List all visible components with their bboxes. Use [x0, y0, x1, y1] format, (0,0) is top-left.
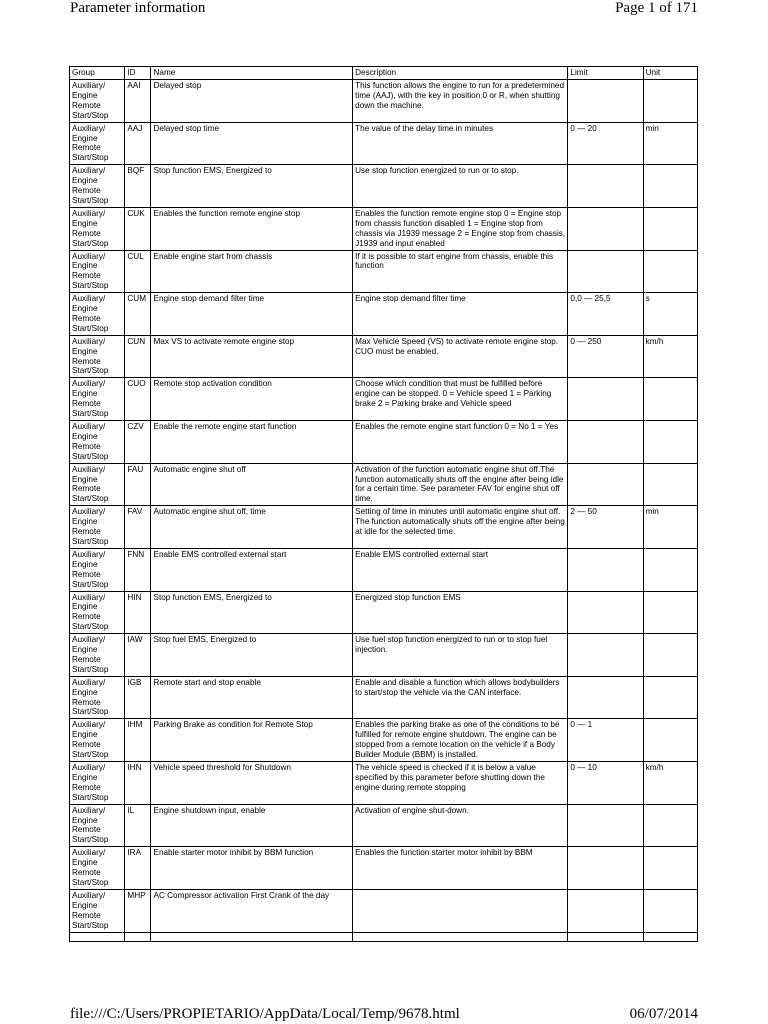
cell-unit: [643, 378, 697, 421]
cell-limit: [568, 847, 643, 890]
empty-cell: [151, 932, 353, 941]
cell-name: Automatic engine shut off, time: [151, 506, 353, 549]
cell-unit: [643, 591, 697, 634]
cell-group: Auxiliary/ Engine Remote Start/Stop: [70, 719, 125, 762]
table-body: [70, 80, 698, 942]
cell-limit: [568, 421, 643, 464]
cell-name: Enable the remote engine start function: [151, 421, 353, 464]
cell-group: Auxiliary/ Engine Remote Start/Stop: [70, 889, 125, 932]
cell-unit: min: [643, 122, 697, 165]
cell-unit: s: [643, 293, 697, 336]
cell-limit: [568, 676, 643, 719]
cell-limit: 2 — 50: [568, 506, 643, 549]
cell-description: The value of the delay time in minutes: [353, 122, 568, 165]
cell-limit: [568, 591, 643, 634]
empty-cell: [568, 932, 643, 941]
cell-group: Auxiliary/ Engine Remote Start/Stop: [70, 847, 125, 890]
cell-limit: [568, 378, 643, 421]
table-row: [70, 463, 698, 506]
cell-id: IAW: [125, 634, 151, 677]
cell-name: Stop fuel EMS, Energized to: [151, 634, 353, 677]
cell-name: Enable engine start from chassis: [151, 250, 353, 293]
cell-group: Auxiliary/ Engine Remote Start/Stop: [70, 634, 125, 677]
cell-id: FAU: [125, 463, 151, 506]
table-row: [70, 506, 698, 549]
cell-unit: [643, 889, 697, 932]
cell-unit: [643, 165, 697, 208]
cell-name: Remote start and stop enable: [151, 676, 353, 719]
cell-description: Activation of the function automatic engine shut off.The function automatically shuts off the engine after being idle for a certain time. See parameter FAV for engine shut off time.: [353, 463, 568, 506]
table-row: [70, 378, 698, 421]
cell-limit: 0 — 20: [568, 122, 643, 165]
cell-unit: [643, 719, 697, 762]
column-header-unit: Unit: [643, 67, 697, 80]
cell-description: Engine stop demand filter time: [353, 293, 568, 336]
cell-limit: [568, 250, 643, 293]
cell-id: FAV: [125, 506, 151, 549]
cell-limit: [568, 165, 643, 208]
table-row: [70, 719, 698, 762]
cell-id: AAI: [125, 80, 151, 123]
cell-name: Stop function EMS, Energized to: [151, 591, 353, 634]
table-header-row: [70, 67, 698, 80]
table-row-continued: [70, 932, 698, 941]
cell-name: Enables the function remote engine stop: [151, 207, 353, 250]
cell-name: Max VS to activate remote engine stop: [151, 335, 353, 378]
cell-id: IRA: [125, 847, 151, 890]
cell-group: Auxiliary/ Engine Remote Start/Stop: [70, 762, 125, 805]
table-row: [70, 847, 698, 890]
cell-description: If it is possible to start engine from chassis, enable this function: [353, 250, 568, 293]
cell-group: Auxiliary/ Engine Remote Start/Stop: [70, 421, 125, 464]
cell-unit: [643, 421, 697, 464]
cell-id: IHN: [125, 762, 151, 805]
cell-unit: [643, 463, 697, 506]
cell-description: Use fuel stop function energized to run or to stop fuel injection.: [353, 634, 568, 677]
column-header-description: Description: [353, 67, 568, 80]
cell-description: Choose which condition that must be fulfilled before engine can be stopped. 0 = Vehicle speed 1 = Parking brake 2 = Parking brake and Vehicle speed: [353, 378, 568, 421]
cell-name: Engine shutdown input, enable: [151, 804, 353, 847]
cell-description: Enables the function remote engine stop 0 = Engine stop from chassis function disabled 1 = Engine stop from chassis via J1939 message 2 = Engine stop from chassis, J1939 and input enabled: [353, 207, 568, 250]
cell-name: Automatic engine shut off: [151, 463, 353, 506]
table-row: [70, 591, 698, 634]
cell-unit: [643, 80, 697, 123]
cell-id: IGB: [125, 676, 151, 719]
cell-unit: [643, 676, 697, 719]
cell-unit: km/h: [643, 762, 697, 805]
cell-name: Delayed stop: [151, 80, 353, 123]
column-header-id: ID: [125, 67, 151, 80]
table-row: [70, 250, 698, 293]
cell-limit: 0,0 — 25,5: [568, 293, 643, 336]
cell-limit: [568, 463, 643, 506]
column-header-limit: Limit: [568, 67, 643, 80]
cell-group: Auxiliary/ Engine Remote Start/Stop: [70, 335, 125, 378]
cell-description: Enables the remote engine start function 0 = No 1 = Yes: [353, 421, 568, 464]
cell-name: Delayed stop time: [151, 122, 353, 165]
cell-unit: [643, 634, 697, 677]
cell-id: AAJ: [125, 122, 151, 165]
cell-name: Remote stop activation condition: [151, 378, 353, 421]
table-row: [70, 676, 698, 719]
cell-group: Auxiliary/ Engine Remote Start/Stop: [70, 591, 125, 634]
cell-description: Activation of engine shut-down.: [353, 804, 568, 847]
cell-description: Energized stop function EMS: [353, 591, 568, 634]
cell-group: Auxiliary/ Engine Remote Start/Stop: [70, 250, 125, 293]
cell-description: Max Vehicle Speed (VS) to activate remote engine stop. CUO must be enabled.: [353, 335, 568, 378]
parameter-table: [69, 66, 698, 942]
column-header-group: Group: [70, 67, 125, 80]
table-row: [70, 207, 698, 250]
table-row: [70, 804, 698, 847]
cell-description: Setting of time in minutes until automatic engine shut off. The function automatically shuts off the engine after being at idle for the selected time.: [353, 506, 568, 549]
empty-cell: [70, 932, 125, 941]
cell-id: IL: [125, 804, 151, 847]
cell-group: Auxiliary/ Engine Remote Start/Stop: [70, 804, 125, 847]
page-number: Page 1 of 171: [615, 0, 698, 16]
cell-unit: [643, 548, 697, 591]
cell-description: This function allows the engine to run for a predetermined time (AAJ), with the key in position 0 or R, when shutting down the machine.: [353, 80, 568, 123]
cell-limit: 0 — 10: [568, 762, 643, 805]
cell-description: The vehicle speed is checked if it is below a value specified by this parameter before shutting down the engine during remote stopping: [353, 762, 568, 805]
cell-unit: [643, 804, 697, 847]
cell-group: Auxiliary/ Engine Remote Start/Stop: [70, 548, 125, 591]
cell-name: Engine stop demand filter time: [151, 293, 353, 336]
cell-group: Auxiliary/ Engine Remote Start/Stop: [70, 165, 125, 208]
page-header-title: Parameter information: [70, 0, 206, 16]
cell-description: Enable EMS controlled external start: [353, 548, 568, 591]
cell-limit: [568, 804, 643, 847]
cell-group: Auxiliary/ Engine Remote Start/Stop: [70, 378, 125, 421]
cell-id: IHM: [125, 719, 151, 762]
cell-unit: [643, 847, 697, 890]
cell-group: Auxiliary/ Engine Remote Start/Stop: [70, 80, 125, 123]
table-row: [70, 122, 698, 165]
cell-name: Vehicle speed threshold for Shutdown: [151, 762, 353, 805]
cell-name: Enable EMS controlled external start: [151, 548, 353, 591]
cell-description: Enables the parking brake as one of the conditions to be fulfilled for remote engine shutdown. The engine can be stopped from a remote location on the vehicle if a Body Builder Module (BBM) is installed.: [353, 719, 568, 762]
empty-cell: [643, 932, 697, 941]
cell-unit: [643, 250, 697, 293]
cell-limit: [568, 889, 643, 932]
cell-unit: [643, 207, 697, 250]
cell-group: Auxiliary/ Engine Remote Start/Stop: [70, 506, 125, 549]
cell-id: FNN: [125, 548, 151, 591]
cell-id: HIN: [125, 591, 151, 634]
cell-description: Use stop function energized to run or to stop.: [353, 165, 568, 208]
cell-name: Enable starter motor inhibit by BBM function: [151, 847, 353, 890]
cell-id: CUM: [125, 293, 151, 336]
cell-description: [353, 889, 568, 932]
cell-name: Parking Brake as condition for Remote Stop: [151, 719, 353, 762]
table-row: [70, 762, 698, 805]
table-row: [70, 889, 698, 932]
cell-id: CUO: [125, 378, 151, 421]
cell-id: BQF: [125, 165, 151, 208]
cell-description: Enables the function starter motor inhibit by BBM: [353, 847, 568, 890]
table-row: [70, 165, 698, 208]
cell-id: CZV: [125, 421, 151, 464]
print-date: 06/07/2014: [629, 1006, 698, 1022]
table-row: [70, 293, 698, 336]
file-path: file:///C:/Users/PROPIETARIO/AppData/Local/Temp/9678.html: [70, 1006, 460, 1022]
empty-cell: [353, 932, 568, 941]
cell-unit: km/h: [643, 335, 697, 378]
table-row: [70, 421, 698, 464]
cell-group: Auxiliary/ Engine Remote Start/Stop: [70, 207, 125, 250]
cell-limit: [568, 80, 643, 123]
table-row: [70, 548, 698, 591]
cell-group: Auxiliary/ Engine Remote Start/Stop: [70, 293, 125, 336]
cell-limit: 0 — 250: [568, 335, 643, 378]
cell-group: Auxiliary/ Engine Remote Start/Stop: [70, 676, 125, 719]
cell-name: Stop function EMS, Energized to: [151, 165, 353, 208]
cell-limit: 0 — 1: [568, 719, 643, 762]
cell-id: CUK: [125, 207, 151, 250]
table-row: [70, 634, 698, 677]
cell-limit: [568, 548, 643, 591]
column-header-name: Name: [151, 67, 353, 80]
cell-description: Enable and disable a function which allows bodybuilders to start/stop the vehicle via the CAN interface.: [353, 676, 568, 719]
table-row: [70, 335, 698, 378]
cell-group: Auxiliary/ Engine Remote Start/Stop: [70, 122, 125, 165]
cell-group: Auxiliary/ Engine Remote Start/Stop: [70, 463, 125, 506]
empty-cell: [125, 932, 151, 941]
cell-limit: [568, 207, 643, 250]
cell-name: AC Compressor activation First Crank of the day: [151, 889, 353, 932]
cell-limit: [568, 634, 643, 677]
cell-id: CUN: [125, 335, 151, 378]
cell-id: CUL: [125, 250, 151, 293]
cell-unit: min: [643, 506, 697, 549]
cell-id: MHP: [125, 889, 151, 932]
table-row: [70, 80, 698, 123]
